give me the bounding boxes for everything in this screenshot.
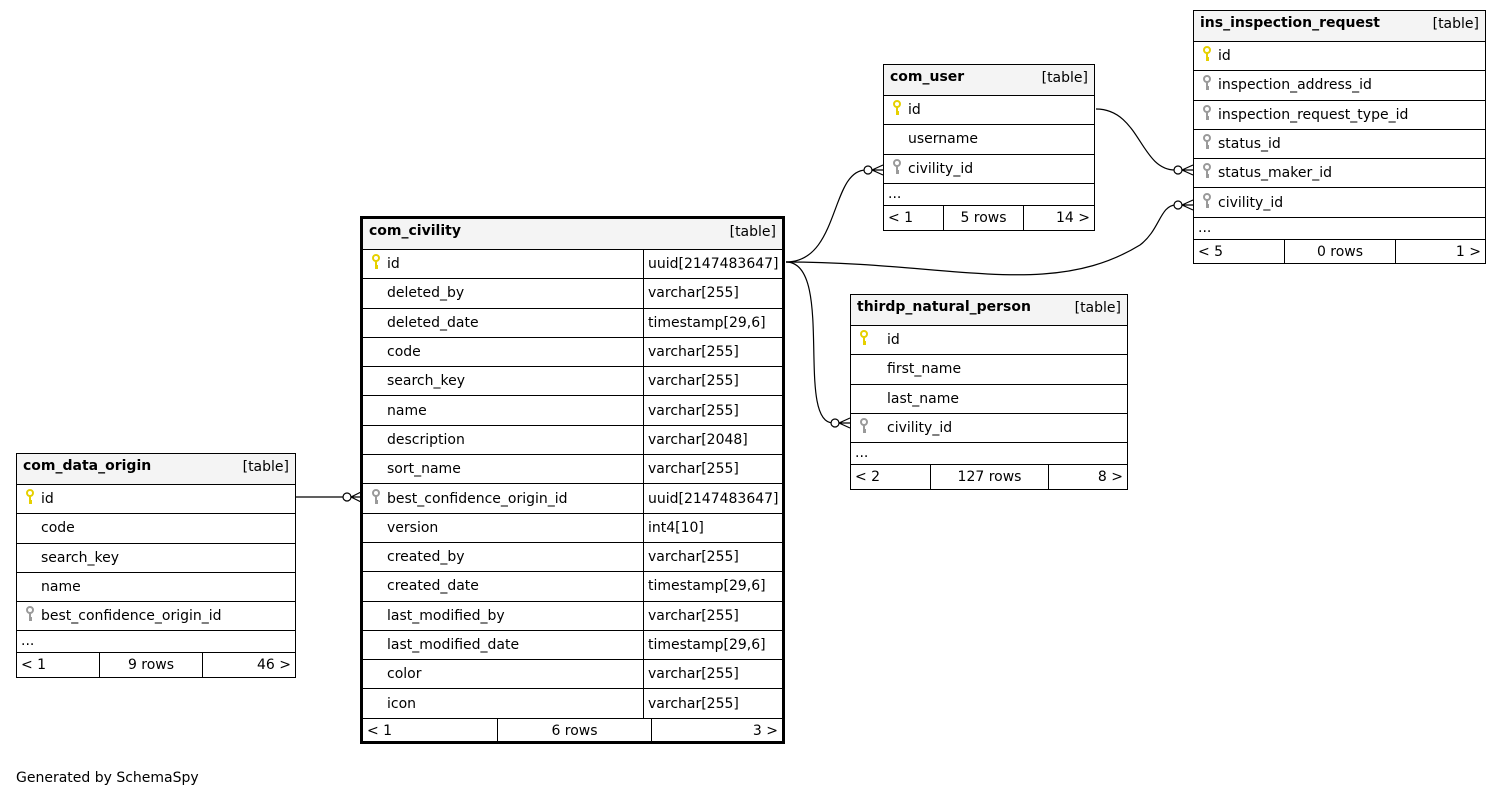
primary-key-icon — [21, 489, 39, 509]
column-type: varchar[255] — [648, 402, 739, 419]
column-row[interactable] — [884, 96, 1094, 125]
table-name: ins_inspection_request — [1200, 15, 1380, 31]
column-row[interactable] — [17, 573, 295, 602]
column-type: int4[10] — [648, 519, 704, 536]
link-optional-marker — [831, 419, 839, 427]
table-ins-inspection-request[interactable] — [1193, 10, 1486, 264]
children-count[interactable]: 1 > — [1455, 243, 1481, 260]
column-name: id — [1218, 48, 1231, 65]
column-name: search_key — [41, 549, 120, 566]
column-name: created_by — [387, 549, 465, 566]
column-name: icon — [387, 695, 417, 712]
more-columns[interactable]: ... — [851, 443, 1127, 465]
column-name: inspection_address_id — [1218, 77, 1372, 94]
column-name: created_date — [387, 578, 479, 595]
parents-count[interactable]: < 5 — [1198, 243, 1224, 260]
children-count[interactable]: 14 > — [1056, 209, 1090, 226]
link-civility-to-person — [786, 262, 833, 423]
children-count[interactable]: 8 > — [1097, 469, 1123, 486]
column-row[interactable] — [363, 543, 782, 572]
column-name: deleted_by — [387, 285, 465, 302]
table-header[interactable] — [1194, 11, 1485, 42]
column-type: timestamp[29,6] — [648, 578, 766, 595]
column-name: status_maker_id — [1218, 165, 1332, 182]
column-row[interactable] — [1194, 42, 1485, 71]
row-count: 0 rows — [1284, 240, 1396, 264]
more-columns[interactable]: ... — [1194, 218, 1485, 240]
column-name: version — [387, 519, 439, 536]
column-row[interactable] — [1194, 159, 1485, 188]
table-header[interactable] — [17, 454, 295, 485]
foreign-key-icon — [367, 489, 385, 509]
column-name: id — [887, 332, 900, 349]
column-row[interactable] — [363, 250, 782, 279]
table-com-civility[interactable] — [360, 216, 785, 744]
column-row[interactable] — [17, 544, 295, 573]
table-header[interactable] — [363, 219, 782, 250]
column-type: varchar[255] — [648, 373, 739, 390]
column-name: status_id — [1218, 136, 1281, 153]
link-crowfoot-marker — [872, 165, 883, 175]
table-type: [table] — [1041, 70, 1088, 86]
foreign-key-icon — [1198, 163, 1216, 183]
link-crowfoot-marker — [1182, 165, 1193, 175]
column-name: name — [387, 402, 427, 419]
foreign-key-icon — [1198, 193, 1216, 213]
column-name: last_modified_date — [387, 637, 520, 653]
foreign-key-icon — [1198, 134, 1216, 154]
column-type: varchar[255] — [648, 695, 739, 712]
column-type: varchar[255] — [648, 666, 739, 683]
column-name: last_modified_by — [387, 607, 505, 624]
table-header[interactable] — [884, 65, 1094, 96]
link-optional-marker — [343, 493, 351, 501]
parents-count[interactable]: < 1 — [367, 722, 393, 739]
column-type: varchar[255] — [648, 344, 739, 361]
column-row[interactable] — [363, 689, 782, 718]
column-row[interactable] — [363, 660, 782, 689]
column-type: varchar[2048] — [648, 431, 748, 448]
column-name: civility_id — [1218, 194, 1284, 211]
column-row[interactable] — [363, 426, 782, 455]
column-row[interactable] — [851, 355, 1127, 384]
column-type: varchar[255] — [648, 461, 739, 478]
column-row[interactable] — [363, 338, 782, 367]
column-type: varchar[255] — [648, 549, 739, 566]
generated-by-credit: Generated by SchemaSpy — [16, 770, 199, 786]
column-row[interactable] — [1194, 188, 1485, 217]
parents-count[interactable]: < 1 — [888, 209, 914, 226]
children-count[interactable]: 46 > — [257, 657, 291, 674]
primary-key-icon — [367, 254, 385, 274]
foreign-key-icon — [1198, 105, 1216, 125]
column-row[interactable] — [17, 514, 295, 543]
column-row[interactable] — [851, 385, 1127, 414]
column-name: best_confidence_origin_id — [41, 608, 222, 625]
more-columns[interactable]: ... — [884, 184, 1094, 206]
row-count: 5 rows — [943, 206, 1024, 230]
column-row[interactable] — [1194, 130, 1485, 159]
primary-key-icon — [855, 330, 873, 350]
table-type: [table] — [1074, 300, 1121, 316]
column-name: search_key — [387, 373, 466, 390]
column-name: last_name — [887, 390, 959, 407]
foreign-key-icon — [1198, 75, 1216, 95]
column-row[interactable] — [363, 279, 782, 308]
table-footer — [1194, 240, 1485, 264]
column-row[interactable] — [884, 125, 1094, 154]
link-crowfoot-marker — [839, 418, 850, 428]
column-row[interactable] — [1194, 71, 1485, 100]
table-com-data-origin[interactable] — [16, 453, 296, 678]
column-name: color — [387, 666, 422, 683]
table-type: [table] — [1432, 16, 1479, 32]
more-columns[interactable]: ... — [17, 631, 295, 653]
primary-key-icon — [888, 100, 906, 120]
column-type: timestamp[29,6] — [648, 637, 766, 653]
column-name: first_name — [887, 361, 962, 378]
column-type: timestamp[29,6] — [648, 314, 766, 331]
parents-count[interactable]: < 1 — [21, 657, 47, 674]
column-name: civility_id — [887, 420, 953, 437]
column-row[interactable] — [851, 414, 1127, 443]
column-row[interactable] — [363, 572, 782, 601]
children-count[interactable]: 3 > — [752, 722, 778, 739]
row-count: 127 rows — [930, 465, 1049, 489]
column-type: uuid[2147483647] — [648, 256, 779, 273]
link-optional-marker — [864, 166, 872, 174]
column-row[interactable] — [363, 514, 782, 543]
column-row[interactable] — [17, 485, 295, 514]
column-name: name — [41, 579, 81, 596]
column-name: best_confidence_origin_id — [387, 490, 568, 507]
link-optional-marker — [1174, 201, 1182, 209]
column-row[interactable] — [363, 484, 782, 513]
table-footer — [363, 719, 782, 743]
table-name: thirdp_natural_person — [857, 299, 1031, 315]
table-name: com_data_origin — [23, 458, 152, 474]
table-thirdp-natural-person[interactable] — [850, 294, 1128, 490]
column-row[interactable] — [851, 326, 1127, 355]
primary-key-icon — [1198, 46, 1216, 66]
column-name: id — [387, 256, 400, 273]
foreign-key-icon — [855, 418, 873, 438]
column-type: varchar[255] — [648, 285, 739, 302]
row-count: 9 rows — [99, 653, 203, 677]
table-name: com_civility — [369, 223, 461, 239]
link-civility-to-user — [786, 170, 866, 262]
column-row[interactable] — [1194, 101, 1485, 130]
column-name: id — [908, 102, 921, 119]
column-row[interactable] — [363, 309, 782, 338]
column-name: code — [41, 520, 75, 537]
column-row[interactable] — [17, 602, 295, 631]
column-name: code — [387, 344, 421, 361]
table-header[interactable] — [851, 295, 1127, 326]
column-name: inspection_request_type_id — [1218, 106, 1409, 123]
foreign-key-icon — [888, 159, 906, 179]
column-type: uuid[2147483647] — [648, 490, 779, 507]
column-row[interactable] — [363, 455, 782, 484]
column-row[interactable] — [363, 631, 782, 660]
table-com-user[interactable] — [883, 64, 1095, 231]
table-footer — [884, 206, 1094, 230]
table-type: [table] — [729, 224, 776, 240]
column-name: description — [387, 431, 465, 448]
column-name: sort_name — [387, 461, 461, 478]
table-footer — [17, 653, 295, 677]
table-footer — [851, 465, 1127, 489]
table-name: com_user — [890, 69, 965, 85]
column-type: varchar[255] — [648, 607, 739, 624]
column-name: civility_id — [908, 160, 974, 177]
row-count: 6 rows — [497, 719, 652, 743]
link-crowfoot-marker — [1182, 200, 1193, 210]
parents-count[interactable]: < 2 — [855, 469, 881, 486]
column-name: username — [908, 131, 978, 148]
column-name: id — [41, 491, 54, 508]
table-type: [table] — [242, 459, 289, 475]
link-user-to-inspection — [1096, 109, 1175, 170]
column-row[interactable] — [884, 155, 1094, 184]
link-optional-marker — [1174, 166, 1182, 174]
column-row[interactable] — [363, 367, 782, 396]
column-name: deleted_date — [387, 314, 479, 331]
column-row[interactable] — [363, 396, 782, 425]
foreign-key-icon — [21, 606, 39, 626]
column-row[interactable] — [363, 602, 782, 631]
